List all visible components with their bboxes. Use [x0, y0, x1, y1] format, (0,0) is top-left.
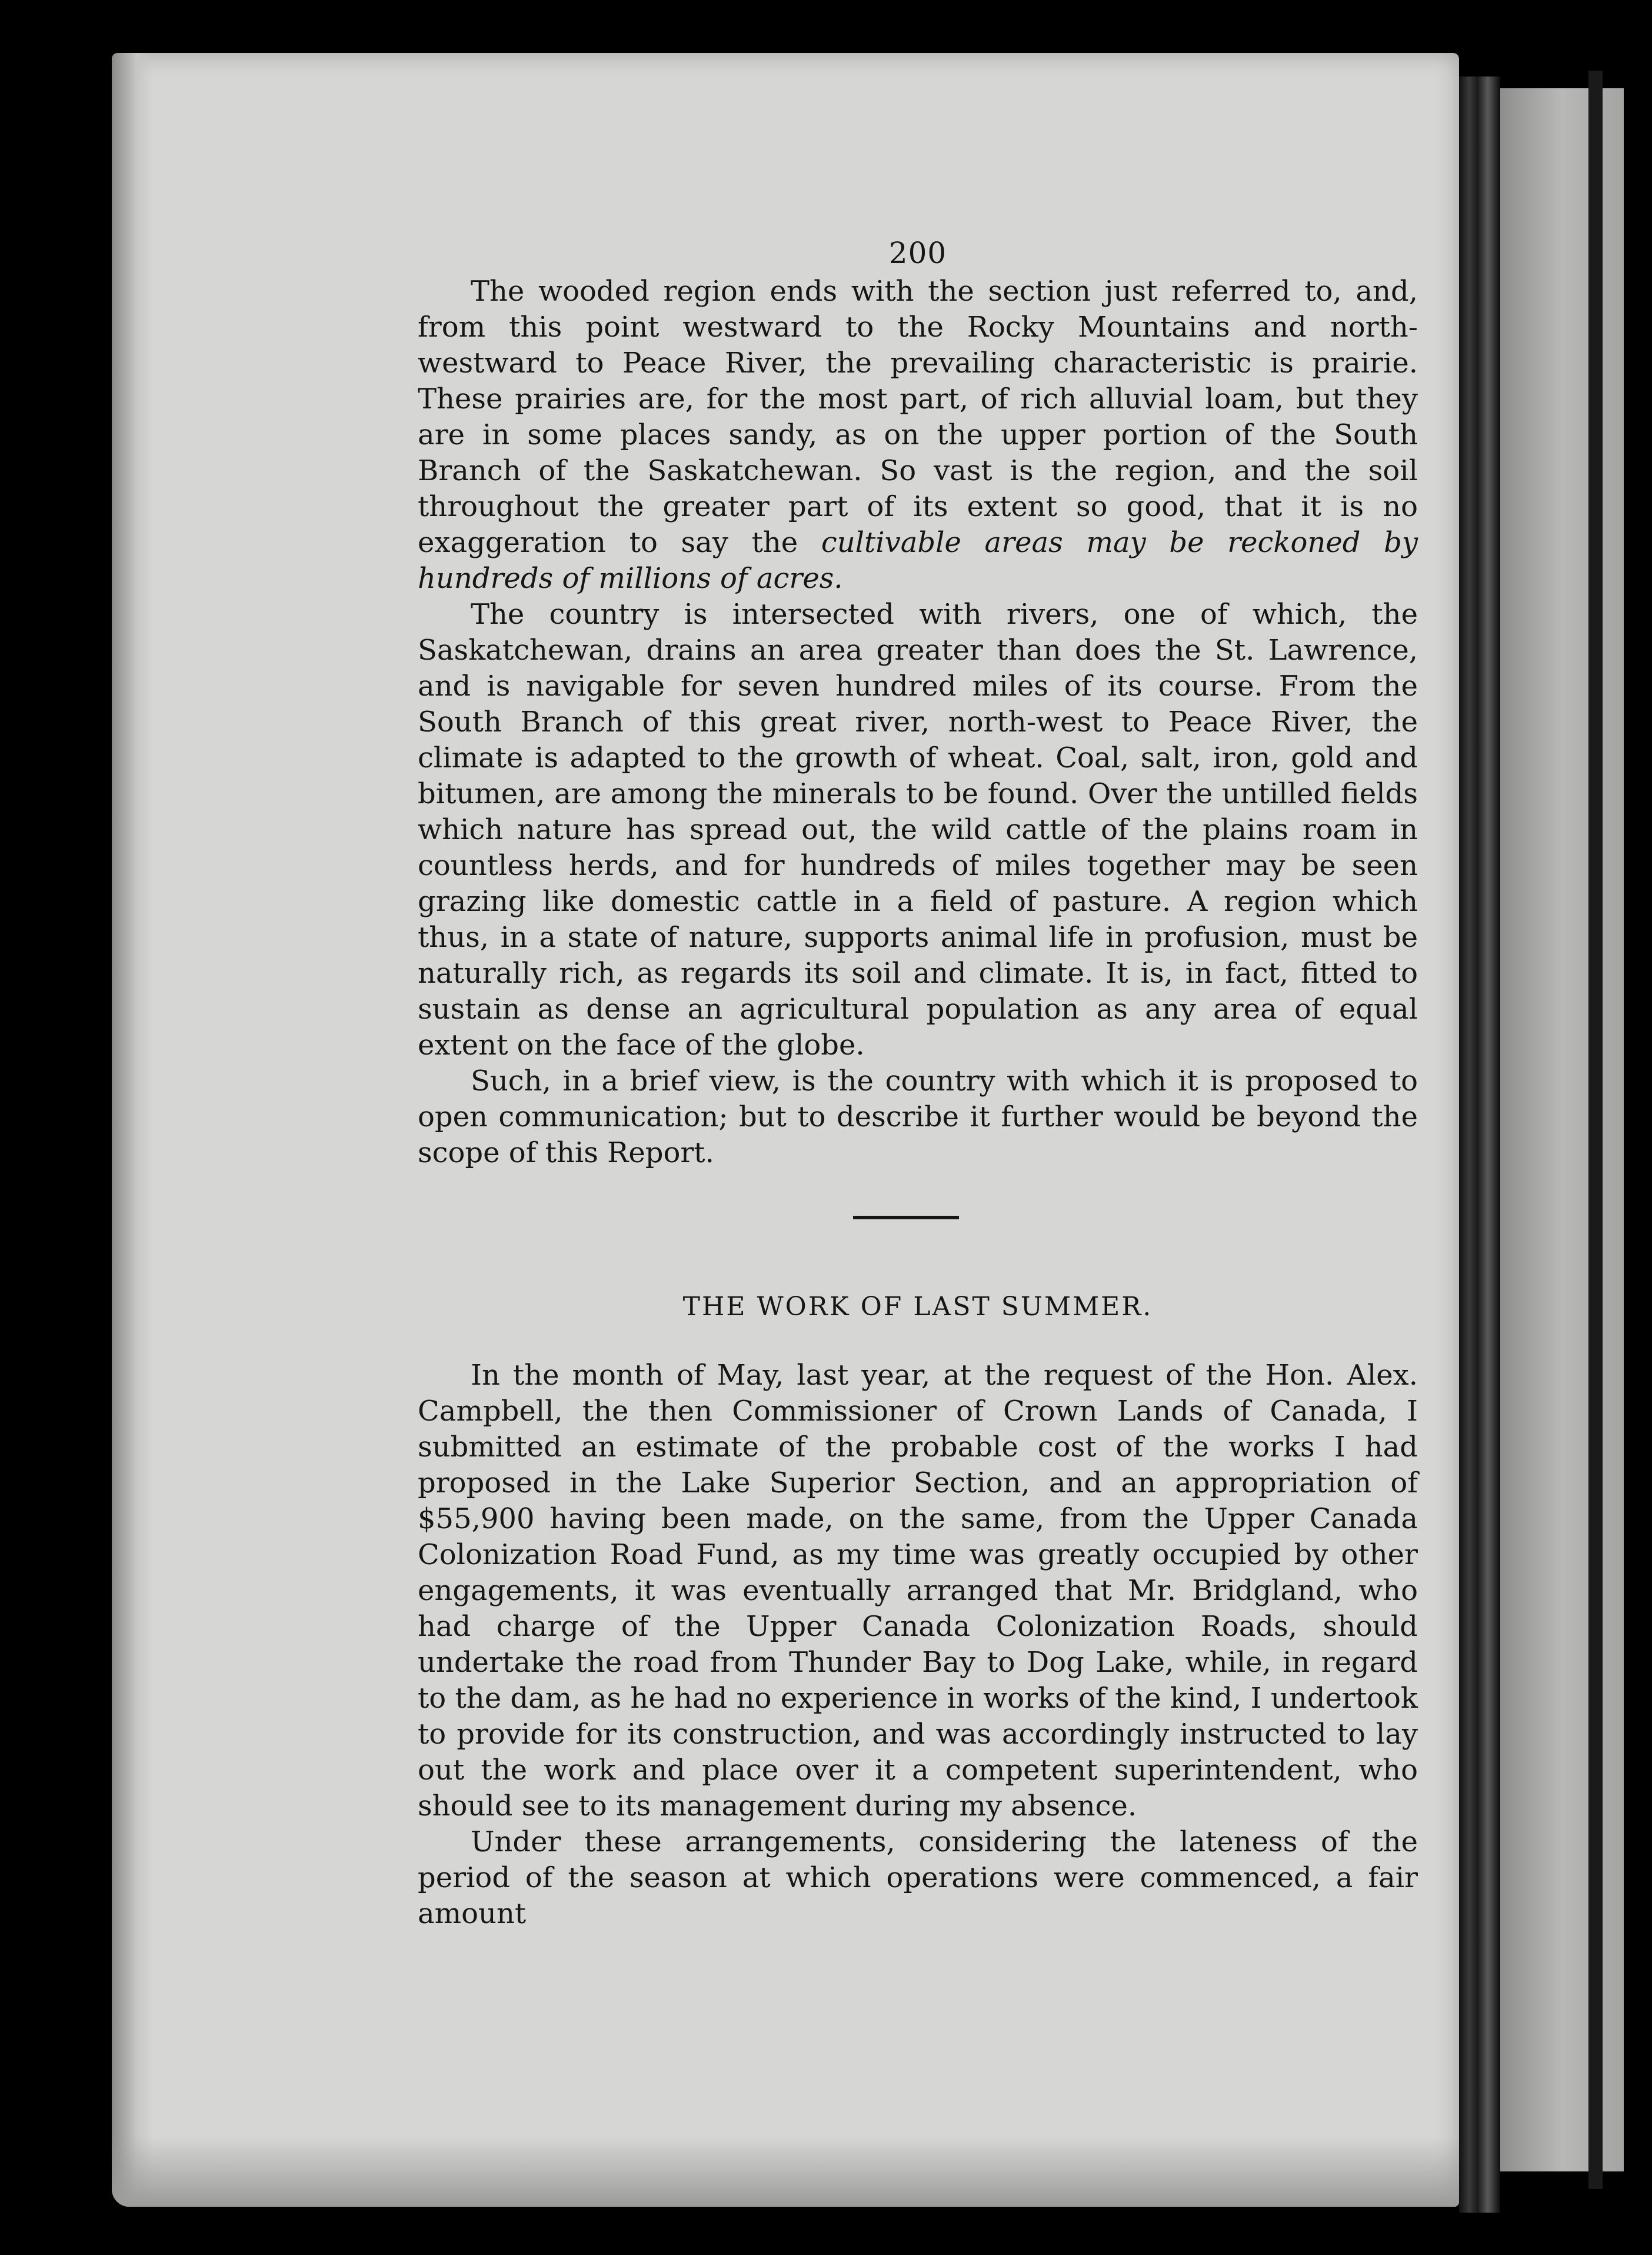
paragraph-month-of-may: In the month of May, last year, at the request of the Hon. Alex. Campbell, the then Commissioner of Crown Lands of Canada, I submitted an estimate of the probable cost of the works I had proposed in the Lake Superior Section, and an appropriation of $55,900 having been made, on the same, from the Upper Canada Colonization Road Fund, as my time was greatly occupied by other engagements, it was eventually arranged that Mr. Bridgland, who had charge of the Upper Canada Colonization Roads, should undertake the road from Thunder Bay to Dog Lake, while, in regard to the dam, as he had no experience in works of the kind, I undertook to provide for its construction, and was accordingly instructed to lay out the work and place over it a competent superintendent, who should see to its management during my absence. — [418, 1359, 1418, 1822]
page-edge-shadow — [112, 53, 153, 2207]
book-spine — [1459, 77, 1500, 2213]
page-text-block — [418, 235, 1418, 1932]
paragraph-text: The wooded region ends with the section just referred to, and, from this point westward to the Rocky Mountains and north-westward to Peace River, the prevailing characteristic is prairie. These prairies are, for the most part, of rich alluvial loam, but they are in some places sandy, as on the upper portion of the South Branch of the Saskatchewan. So vast is the region, and the soil throughout the greater part of its extent so good, that it is no exaggeration to say the — [418, 275, 1418, 559]
paragraph-arrangements: Under these arrangements, considering the lateness of the period of the season at which operations were commenced, a fair amount — [418, 1825, 1418, 1930]
section-heading: THE WORK OF LAST SUMMER. — [682, 1292, 1153, 1322]
page-bottom-shadow — [112, 2136, 1459, 2207]
section-divider — [418, 1171, 1418, 1242]
italic-emphasis: cultivable areas may be reckoned by hundreds of millions of acres. — [418, 526, 1418, 595]
paragraph-rivers: The country is intersected with rivers, one of which, the Saskatchewan, drains an area greater than does the St. Lawrence, and is navigable for seven hundred miles of its course. From the South Branch of this great river, north-west to Peace River, the climate is adapted to the growth of wheat. Coal, salt, iron, gold and bitumen, are among the minerals to be found. Over the untilled fields which nature has spread out, the wild cattle of the plains roam in countless herds, and for hundreds of miles together may be seen grazing like domestic cattle in a field of pasture. A region which thus, in a state of nature, supports animal life in profusion, must be naturally rich, as regards its soil and climate. It is, in fact, fitted to sustain as dense an agricultural population as any area of equal extent on the face of the globe. — [418, 598, 1418, 1062]
paragraph-wooded-region — [418, 274, 1418, 597]
paragraph-brief-view: Such, in a brief view, is the country with which it is proposed to open communication; but to describe it further would be beyond the scope of this Report. — [418, 1065, 1418, 1169]
divider-rule — [853, 1216, 959, 1219]
facing-page-edge — [1500, 88, 1624, 2171]
facing-page-gutter — [1588, 71, 1603, 2189]
page-number: 200 — [888, 236, 947, 270]
